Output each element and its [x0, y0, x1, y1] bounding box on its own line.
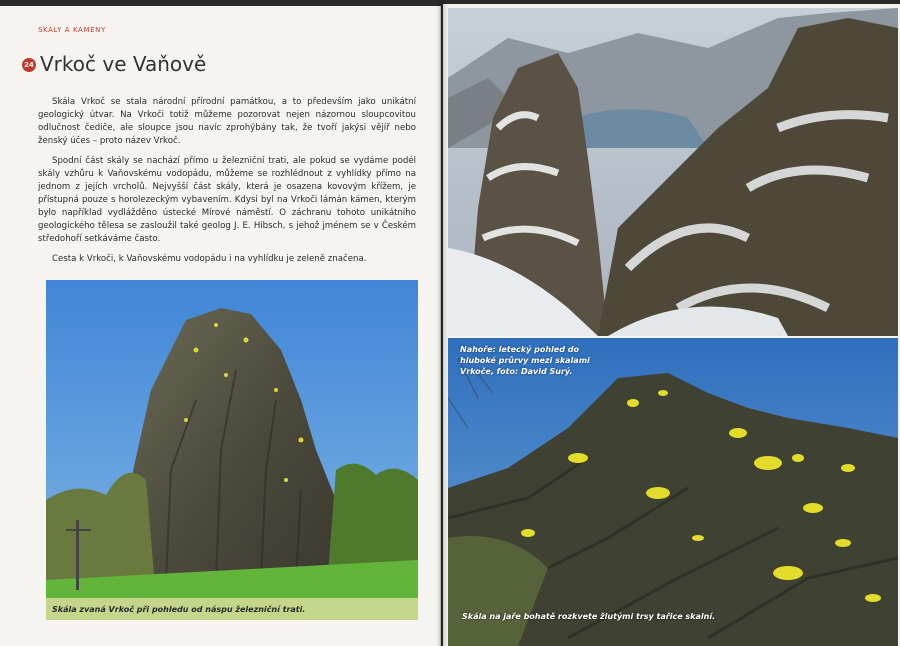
photo-rock-spring-flowers [448, 338, 898, 646]
caption-bottom-right-photo: Skála na jaře bohatě rozkvete žlutými trsy tařice skalní. [462, 612, 716, 621]
caption-left-photo: Skála zvaná Vrkoč při pohledu od náspu železniční trati. [46, 598, 418, 620]
paragraph-2: Spodní část skály se nachází přímo u železniční trati, ale pokud se vydáme podél skály vzhůru k Vaňovskému vodopádu, můžeme se rozhlédnout z vyhlídky přímo na jednom z jejích vrcholů. Nejvyšší část skály, která je osazena kovovým křížem, je přístupná pouze s horolezeckým vybavením. Kdysi byl na Vrkoči lámán kámen, kterým bylo například vydlážděno ústecké Mírové náměstí. O záchranu tohoto unikátního geologického tělesa se zasloužil také geolog J. E. Hibsch, s jehož jménem se v Českém středohoří setkáváme často. [38, 156, 416, 244]
chapter-number-badge: 24 [22, 58, 36, 72]
paragraph-3: Cesta k Vrkoči, k Vaňovskému vodopádu i na vyhlídku je zeleně značena. [52, 254, 367, 264]
running-head: SKÁLY A KAMENY [38, 26, 106, 34]
paragraph-1: Skála Vrkoč se stala národní přírodní památkou, a to především jako unikátní geologický útvar. Na Vrkoči totiž můžeme pozorovat nejen názornou sloupcovitou odlučnost čediče, ale sloupce jsou navíc zprohýbány tak, že tvoří jakýsi vějíř nebo ženský účes – proto název Vrkoč. [38, 97, 416, 146]
chapter-title: Vrkoč ve Vaňově [40, 52, 207, 76]
photo-rock-from-railway [46, 280, 418, 598]
book-gutter [436, 0, 448, 646]
photo-aerial-gorge [448, 8, 898, 336]
caption-top-right-photo: Nahoře: letecký pohled do hluboké průrvy mezi skalami Vrkoče, foto: David Surý. [460, 345, 590, 376]
body-text [38, 96, 416, 273]
